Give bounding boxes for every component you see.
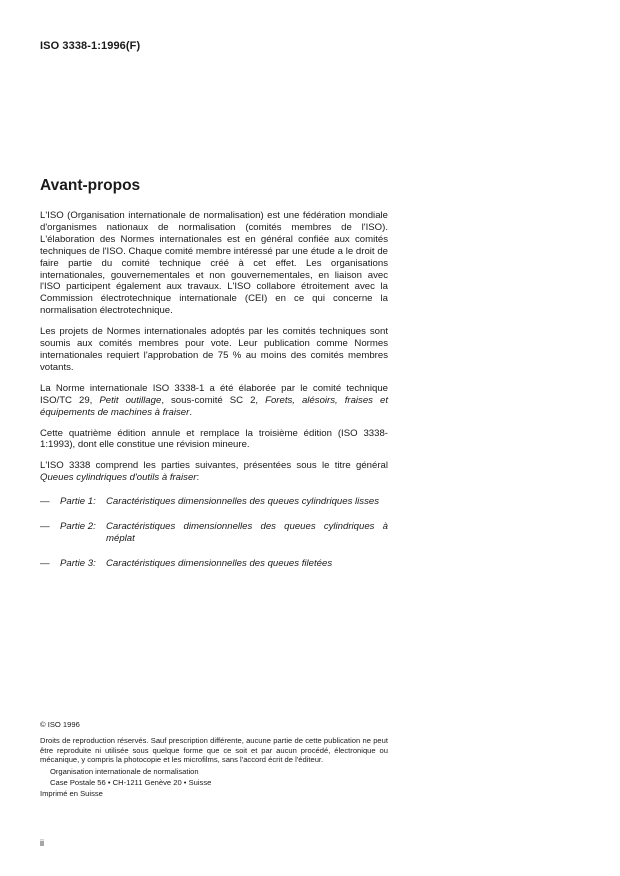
paragraph-organisation: L'ISO (Organisation internationale de normalisation) est une fédération mondiale d'organismes nationaux de normalisation (comités membres de l'ISO). L'élaboration des Normes internationales est en général confiée aux comités techniques de l'ISO. Chaque comité membre intéressé par une étude a le droit de faire partie du comité technique créé à cet effet. Les organisations internationales, gouvernementales et non gouvernementales, en liaison avec l'ISO participent également aux travaux. L'ISO collabore étroitement avec la Commission électrotechnique internationale (CEI) en ce qui concerne la normalisation électrotechnique. [40,210,388,317]
part-description: Caractéristiques dimensionnelles des queues filetées [106,557,333,569]
committee-sc-name: Forets, alésoirs, fraises et équipements de machines à fraiser [40,394,388,418]
copyright-line: © ISO 1996 [40,720,80,729]
paragraph-parts-intro [40,460,388,484]
part-label: Partie 3: [60,557,96,569]
parts-intro-colon: : [196,472,200,484]
list-item [40,521,388,545]
paragraph-voting: Les projets de Normes internationales adoptés par les comités techniques sont soumis aux comités membres pour vote. Leur publication comme Normes internationales requiert l'approbation de 75 % au moins des comités membres votants. [40,326,388,373]
list-dash: — [40,557,50,569]
page-title: Avant-propos [40,177,141,194]
paragraph-committee [40,383,388,419]
list-dash: — [40,521,50,533]
organisation-address: Case Postale 56 • CH-1211 Genève 20 • Suisse [50,778,212,788]
parts-general-title: Queues cylindriques d'outils à fraiser [40,472,197,484]
page-number: ii [40,838,44,848]
organisation-name: Organisation internationale de normalisation [50,766,199,776]
committee-text-1: La Norme internationale ISO 3338-1 a été élaborée par le comité technique ISO/TC 29, [40,382,388,406]
committee-text-2: , sous-comité SC 2, [161,394,266,406]
rights-notice: Droits de reproduction réservés. Sauf prescription différente, aucune partie de cette publication ne peut être reproduite ni utilisée sous quelque forme que ce soit et par aucun procédé, électronique ou mécanique, y compris la photocopie et les microfilms, sans l'accord écrit de l'éditeur. [40,736,388,765]
paragraph-edition: Cette quatrième édition annule et remplace la troisième édition (ISO 3338-1:1993), dont elle constitue une révision mineure. [40,427,388,451]
parts-intro-text: L'ISO 3338 comprend les parties suivantes, présentées sous le titre général [40,460,388,472]
committee-text-3: . [189,406,192,418]
printed-in: Imprimé en Suisse [40,789,103,799]
copyright-footer [40,720,388,799]
part-description: Caractéristiques dimensionnelles des queues cylindriques lisses [106,496,380,508]
part-description: Caractéristiques dimensionnelles des queues cylindriques à méplat [106,521,388,544]
parts-list [40,496,388,570]
part-label: Partie 1: [60,496,96,508]
part-label: Partie 2: [60,521,96,533]
list-item [40,558,388,570]
document-id: ISO 3338-1:1996(F) [40,40,141,52]
list-item [40,496,388,508]
committee-tc-name: Petit outillage [99,394,162,406]
foreword-body [40,210,388,583]
list-dash: — [40,496,50,508]
